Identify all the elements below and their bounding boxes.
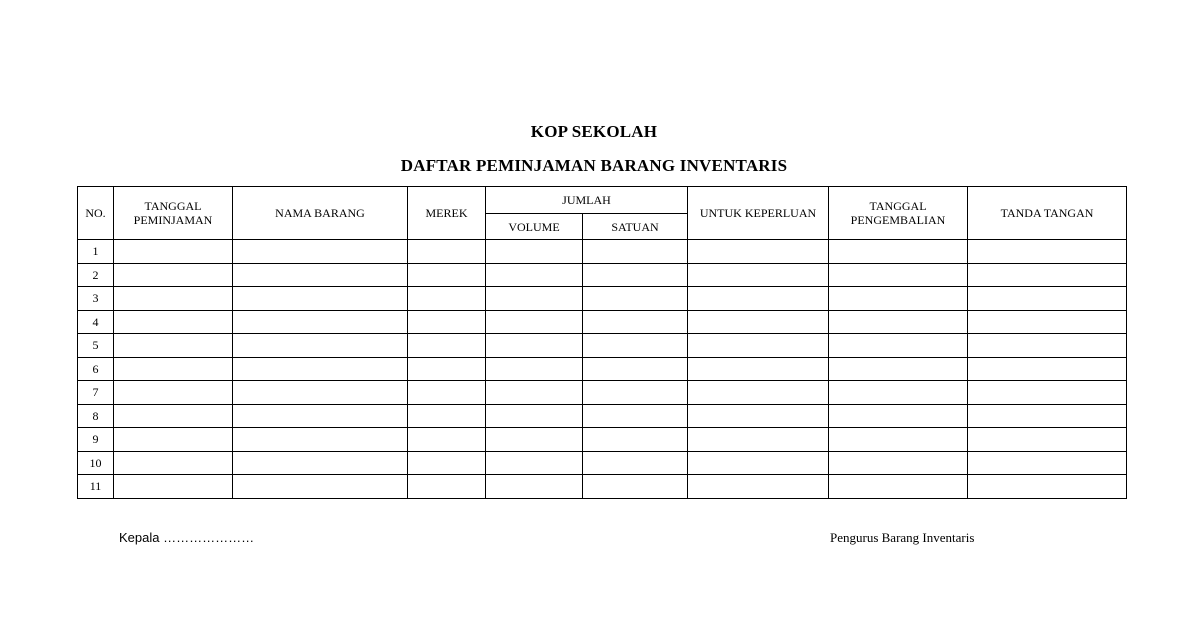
cell-merek xyxy=(408,310,486,334)
cell-untuk-keperluan xyxy=(688,381,829,405)
cell-nama-barang xyxy=(233,240,408,264)
cell-satuan xyxy=(583,404,688,428)
cell-tanda-tangan xyxy=(968,334,1127,358)
cell-merek xyxy=(408,287,486,311)
signature-kepala: Kepala ………………… xyxy=(119,530,255,545)
table-row xyxy=(78,334,1127,358)
signature-pengurus: Pengurus Barang Inventaris xyxy=(830,530,975,545)
cell-tanggal-peminjaman xyxy=(114,475,233,499)
cell-volume xyxy=(486,357,583,381)
cell-nama-barang xyxy=(233,287,408,311)
col-header-tanggal-pengembalian: TANGGAL PENGEMBALIAN xyxy=(829,187,968,240)
cell-volume xyxy=(486,475,583,499)
cell-untuk-keperluan xyxy=(688,451,829,475)
cell-untuk-keperluan xyxy=(688,404,829,428)
cell-volume xyxy=(486,263,583,287)
cell-nama-barang xyxy=(233,334,408,358)
cell-merek xyxy=(408,381,486,405)
row-number: 8 xyxy=(78,404,114,428)
cell-untuk-keperluan xyxy=(688,334,829,358)
cell-tanggal-peminjaman xyxy=(114,357,233,381)
row-number: 6 xyxy=(78,357,114,381)
table-row xyxy=(78,381,1127,405)
cell-merek xyxy=(408,451,486,475)
cell-tanggal-peminjaman xyxy=(114,404,233,428)
cell-tanggal-pengembalian xyxy=(829,287,968,311)
cell-merek xyxy=(408,475,486,499)
cell-tanda-tangan xyxy=(968,240,1127,264)
cell-tanggal-peminjaman xyxy=(114,381,233,405)
cell-satuan xyxy=(583,428,688,452)
cell-untuk-keperluan xyxy=(688,428,829,452)
cell-tanda-tangan xyxy=(968,310,1127,334)
cell-nama-barang xyxy=(233,451,408,475)
col-header-volume: VOLUME xyxy=(486,214,583,240)
cell-untuk-keperluan xyxy=(688,310,829,334)
cell-tanggal-pengembalian xyxy=(829,240,968,264)
cell-satuan xyxy=(583,475,688,499)
cell-satuan xyxy=(583,451,688,475)
table-row xyxy=(78,357,1127,381)
cell-tanggal-pengembalian xyxy=(829,263,968,287)
row-number: 4 xyxy=(78,310,114,334)
cell-tanda-tangan xyxy=(968,475,1127,499)
cell-merek xyxy=(408,263,486,287)
table-body xyxy=(78,240,1127,499)
table-row xyxy=(78,310,1127,334)
cell-merek xyxy=(408,428,486,452)
cell-satuan xyxy=(583,287,688,311)
cell-tanggal-peminjaman xyxy=(114,451,233,475)
cell-tanda-tangan xyxy=(968,381,1127,405)
cell-untuk-keperluan xyxy=(688,357,829,381)
col-header-tanggal-peminjaman: TANGGAL PEMINJAMAN xyxy=(114,187,233,240)
cell-volume xyxy=(486,451,583,475)
col-header-merek: MEREK xyxy=(408,187,486,240)
cell-tanggal-peminjaman xyxy=(114,310,233,334)
cell-merek xyxy=(408,334,486,358)
col-header-no: NO. xyxy=(78,187,114,240)
cell-tanggal-pengembalian xyxy=(829,428,968,452)
row-number: 10 xyxy=(78,451,114,475)
col-header-jumlah: JUMLAH xyxy=(486,187,688,214)
row-number: 2 xyxy=(78,263,114,287)
table-row xyxy=(78,240,1127,264)
document-title: DAFTAR PEMINJAMAN BARANG INVENTARIS xyxy=(400,156,788,175)
cell-untuk-keperluan xyxy=(688,240,829,264)
cell-tanda-tangan xyxy=(968,287,1127,311)
cell-tanda-tangan xyxy=(968,451,1127,475)
row-number: 5 xyxy=(78,334,114,358)
cell-volume xyxy=(486,240,583,264)
col-header-tanda-tangan: TANDA TANGAN xyxy=(968,187,1127,240)
cell-tanggal-peminjaman xyxy=(114,287,233,311)
cell-tanda-tangan xyxy=(968,263,1127,287)
inventory-loan-table xyxy=(77,186,1127,499)
cell-tanggal-peminjaman xyxy=(114,240,233,264)
cell-tanggal-pengembalian xyxy=(829,334,968,358)
cell-merek xyxy=(408,240,486,264)
cell-tanggal-pengembalian xyxy=(829,381,968,405)
cell-nama-barang xyxy=(233,475,408,499)
row-number: 3 xyxy=(78,287,114,311)
cell-nama-barang xyxy=(233,428,408,452)
cell-satuan xyxy=(583,310,688,334)
table-row xyxy=(78,287,1127,311)
cell-satuan xyxy=(583,381,688,405)
cell-volume xyxy=(486,287,583,311)
cell-tanda-tangan xyxy=(968,404,1127,428)
table-row xyxy=(78,475,1127,499)
cell-tanda-tangan xyxy=(968,428,1127,452)
table-row xyxy=(78,428,1127,452)
cell-satuan xyxy=(583,334,688,358)
row-number: 11 xyxy=(78,475,114,499)
cell-tanggal-pengembalian xyxy=(829,404,968,428)
cell-volume xyxy=(486,334,583,358)
cell-tanggal-pengembalian xyxy=(829,310,968,334)
col-header-untuk-keperluan: UNTUK KEPERLUAN xyxy=(688,187,829,240)
cell-untuk-keperluan xyxy=(688,263,829,287)
cell-satuan xyxy=(583,357,688,381)
row-number: 9 xyxy=(78,428,114,452)
cell-merek xyxy=(408,404,486,428)
cell-volume xyxy=(486,428,583,452)
cell-tanggal-peminjaman xyxy=(114,334,233,358)
table-row xyxy=(78,404,1127,428)
cell-tanggal-peminjaman xyxy=(114,428,233,452)
cell-tanggal-pengembalian xyxy=(829,475,968,499)
cell-nama-barang xyxy=(233,404,408,428)
kop-sekolah-heading: KOP SEKOLAH xyxy=(530,122,658,141)
cell-nama-barang xyxy=(233,263,408,287)
cell-tanda-tangan xyxy=(968,357,1127,381)
cell-untuk-keperluan xyxy=(688,475,829,499)
cell-satuan xyxy=(583,263,688,287)
col-header-nama-barang: NAMA BARANG xyxy=(233,187,408,240)
cell-merek xyxy=(408,357,486,381)
table-row xyxy=(78,451,1127,475)
row-number: 1 xyxy=(78,240,114,264)
cell-nama-barang xyxy=(233,357,408,381)
cell-satuan xyxy=(583,240,688,264)
cell-volume xyxy=(486,404,583,428)
table-row xyxy=(78,263,1127,287)
cell-volume xyxy=(486,381,583,405)
col-header-satuan: SATUAN xyxy=(583,214,688,240)
cell-tanggal-pengembalian xyxy=(829,451,968,475)
row-number: 7 xyxy=(78,381,114,405)
cell-untuk-keperluan xyxy=(688,287,829,311)
cell-nama-barang xyxy=(233,381,408,405)
cell-nama-barang xyxy=(233,310,408,334)
cell-tanggal-peminjaman xyxy=(114,263,233,287)
cell-volume xyxy=(486,310,583,334)
cell-tanggal-pengembalian xyxy=(829,357,968,381)
